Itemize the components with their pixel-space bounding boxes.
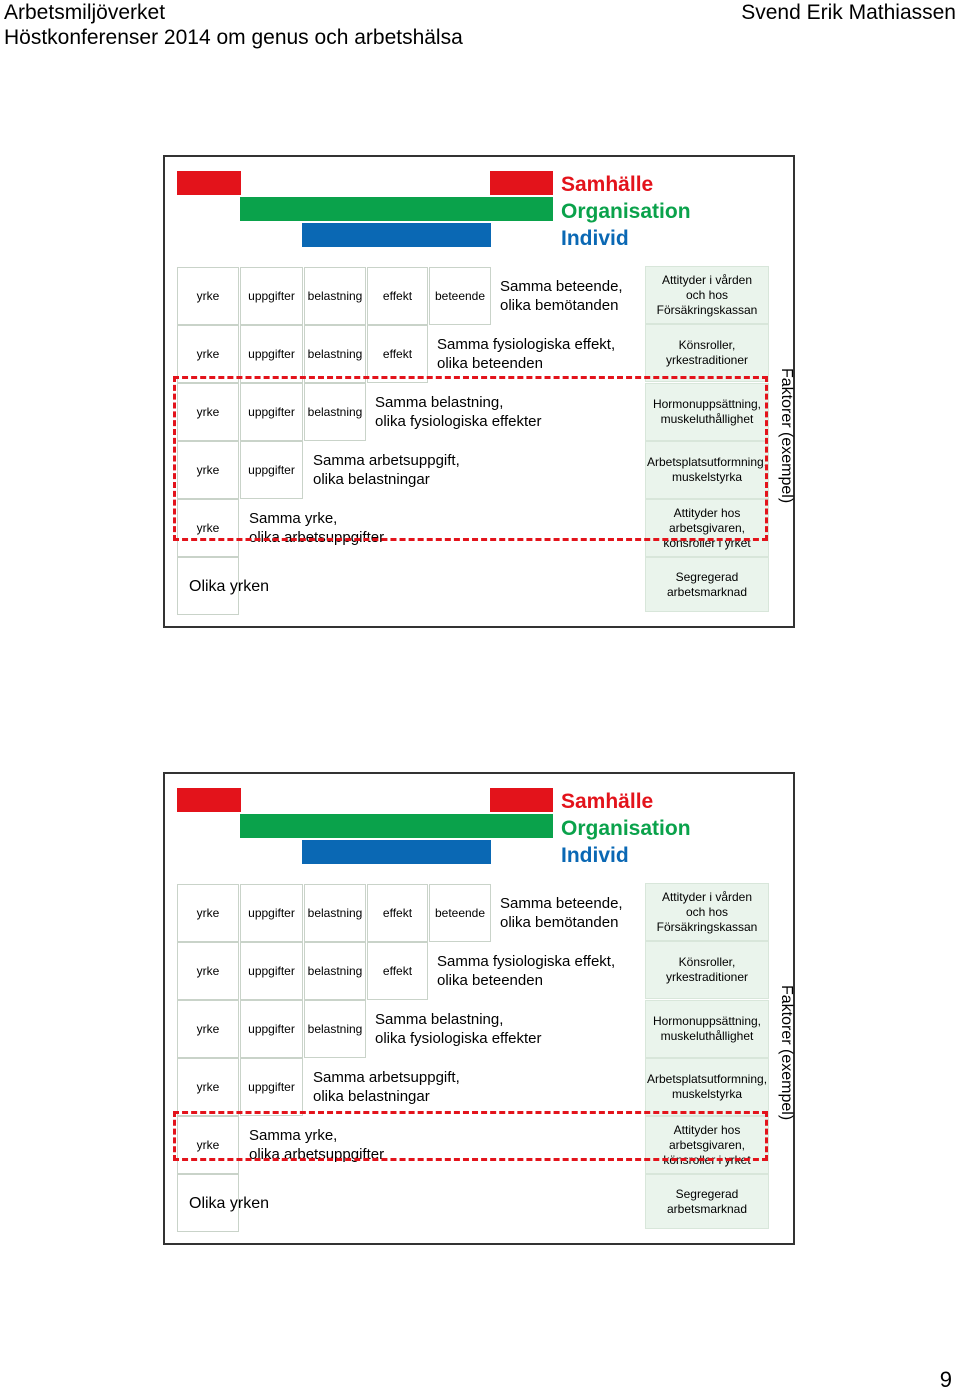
row-description: Samma fysiologiska effekt, olika beteenden (437, 336, 616, 372)
legend-individ: Individ (561, 227, 629, 250)
diagram-panel-1 (163, 155, 795, 628)
samhalle-level-bar (490, 788, 553, 812)
stair-cell-belastning: belastning (304, 884, 366, 942)
stair-cell-uppgifter: uppgifter (240, 884, 303, 942)
organisation-level-bar (240, 814, 553, 838)
diagram-panel-2 (163, 772, 795, 1245)
stair-cell-belastning: belastning (304, 267, 366, 325)
stair-cell-uppgifter: uppgifter (240, 383, 303, 441)
bottom-label: Olika yrken (189, 1195, 270, 1212)
row-description: Samma yrke, olika arbetsuppgifter (249, 1127, 385, 1163)
stair-cell-yrke: yrke (177, 1000, 239, 1058)
individ-level-bar (302, 840, 491, 864)
samhalle-level-bar (177, 171, 241, 195)
factor-box: Segregerad arbetsmarknad (645, 557, 769, 612)
factor-box: Attityder hos arbetsgivaren, könsroller i yrket (645, 1116, 769, 1174)
row-description: Samma beteende, olika bemötanden (500, 278, 623, 314)
stair-cell-effekt: effekt (367, 325, 428, 383)
legend-samhalle: Samhälle (561, 790, 654, 813)
legend-individ: Individ (561, 844, 629, 867)
stair-cell-effekt: effekt (367, 267, 428, 325)
factor-box: Arbetsplatsutformning, muskelstyrka (645, 441, 769, 499)
stair-cell-uppgifter: uppgifter (240, 1058, 303, 1116)
individ-level-bar (302, 223, 491, 247)
stair-cell-yrke: yrke (177, 441, 239, 499)
factor-box: Hormonuppsättning, muskeluthållighet (645, 1000, 769, 1058)
samhalle-level-bar (177, 788, 241, 812)
row-description: Samma belastning, olika fysiologiska effekter (375, 394, 542, 430)
stair-cell-yrke: yrke (177, 942, 239, 1000)
stair-cell-uppgifter: uppgifter (240, 441, 303, 499)
samhalle-level-bar (490, 171, 553, 195)
header-org: Arbetsmiljöverket (4, 1, 166, 24)
factor-box: Attityder i vården och hos Försäkringskassan (645, 266, 769, 324)
bottom-label: Olika yrken (189, 578, 270, 595)
header-event: Höstkonferenser 2014 om genus och arbetshälsa (4, 26, 463, 49)
stair-cell-uppgifter: uppgifter (240, 267, 303, 325)
stair-cell-uppgifter: uppgifter (240, 942, 303, 1000)
row-description: Samma arbetsuppgift, olika belastningar (313, 452, 460, 488)
factor-box: Segregerad arbetsmarknad (645, 1174, 769, 1229)
stair-cell-yrke: yrke (177, 1116, 239, 1174)
factor-box: Könsroller, yrkestraditioner (645, 941, 769, 999)
stair-cell-uppgifter: uppgifter (240, 325, 303, 383)
legend-organisation: Organisation (561, 200, 691, 223)
highlight-dashed-box (173, 376, 768, 541)
row-description: Samma belastning, olika fysiologiska effekter (375, 1011, 542, 1047)
row-description: Samma arbetsuppgift, olika belastningar (313, 1069, 460, 1105)
row-description: Samma beteende, olika bemötanden (500, 895, 623, 931)
factors-label: Faktorer (exempel) (778, 985, 795, 1121)
legend-samhalle: Samhälle (561, 173, 654, 196)
stair-cell-beteende: beteende (429, 884, 491, 942)
stair-cell-effekt: effekt (367, 884, 428, 942)
stair-cell-yrke: yrke (177, 383, 239, 441)
organisation-level-bar (240, 197, 553, 221)
stair-cell-uppgifter: uppgifter (240, 1000, 303, 1058)
stair-cell-yrke: yrke (177, 1058, 239, 1116)
factor-box: Attityder hos arbetsgivaren, könsroller i yrket (645, 499, 769, 557)
stair-cell-belastning: belastning (304, 325, 366, 383)
factor-box: Attityder i vården och hos Försäkringskassan (645, 883, 769, 941)
factor-box: Arbetsplatsutformning, muskelstyrka (645, 1058, 769, 1116)
stair-cell-belastning: belastning (304, 1000, 366, 1058)
stair-cell-effekt: effekt (367, 942, 428, 1000)
stair-cell-belastning: belastning (304, 383, 366, 441)
stair-cell-yrke: yrke (177, 267, 239, 325)
page-number: 9 (939, 1367, 952, 1392)
stair-cell-yrke: yrke (177, 884, 239, 942)
highlight-dashed-box (173, 1111, 768, 1161)
header-author: Svend Erik Mathiassen (741, 1, 956, 24)
stair-cell-yrke: yrke (177, 325, 239, 383)
stair-cell-beteende: beteende (429, 267, 491, 325)
stair-cell-yrke: yrke (177, 499, 239, 557)
legend-organisation: Organisation (561, 817, 691, 840)
stair-cell-belastning: belastning (304, 942, 366, 1000)
factors-label: Faktorer (exempel) (778, 368, 795, 504)
row-description: Samma yrke, olika arbetsuppgifter (249, 510, 385, 546)
row-description: Samma fysiologiska effekt, olika beteenden (437, 953, 616, 989)
factor-box: Hormonuppsättning, muskeluthållighet (645, 383, 769, 441)
factor-box: Könsroller, yrkestraditioner (645, 324, 769, 382)
